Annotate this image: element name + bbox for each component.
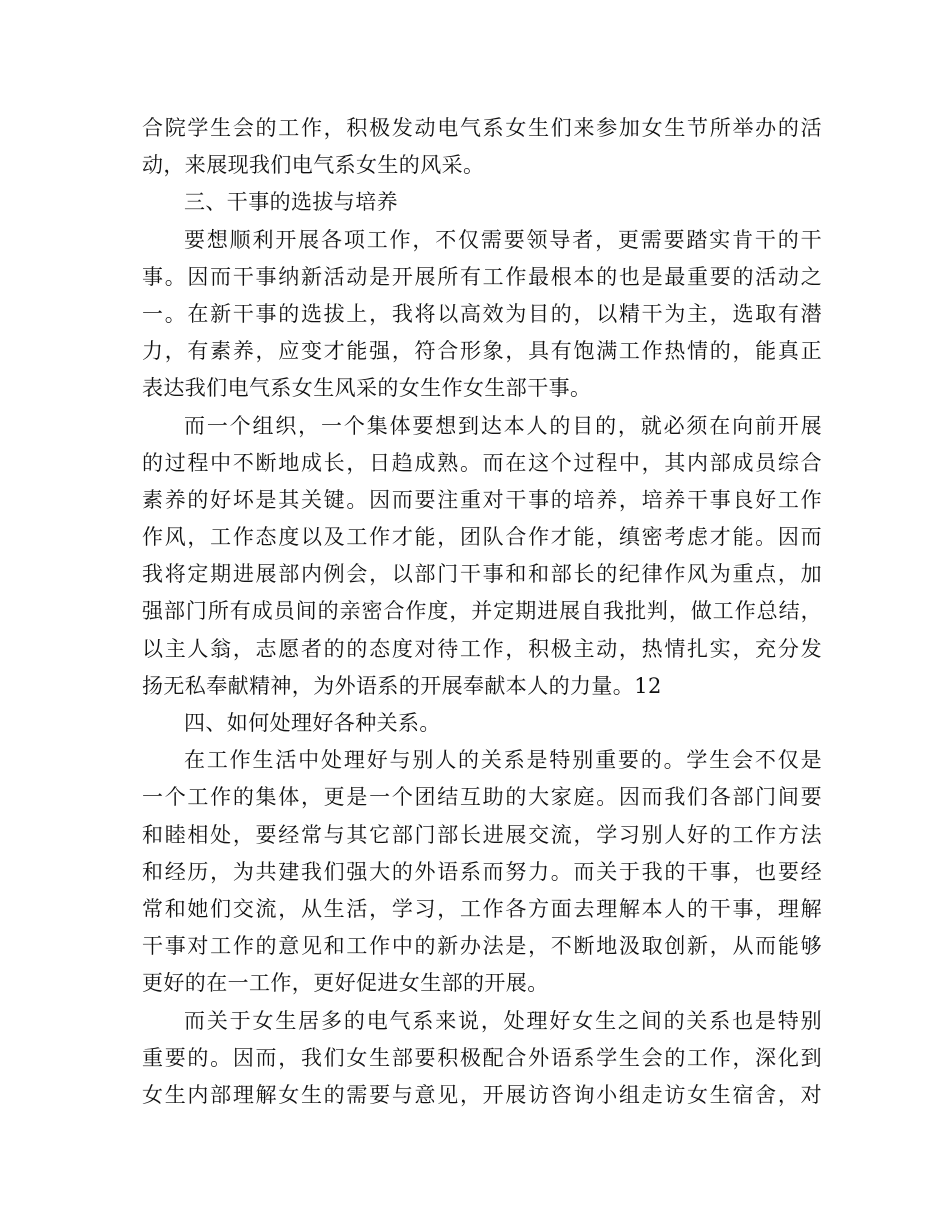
text-line: 作风，工作态度以及工作才能，团队合作才能，缜密考虑才能。因而: [142, 525, 822, 550]
text-line: 扬无私奉献精神，为外语系的开展奉献本人的力量。12: [142, 673, 662, 698]
text-line: 表达我们电气系女生风采的女生作女生部干事。: [142, 376, 592, 401]
text-line: 的过程中不断地成长，日趋成熟。而在这个过程中，其内部成员综合: [142, 450, 822, 475]
text-line: 事。因而干事纳新活动是开展所有工作最根本的也是最重要的活动之: [142, 264, 822, 289]
text-line: 重要的。因而，我们女生部要积极配合外语系学生会的工作，深化到: [142, 1045, 822, 1070]
text-line: 一。在新干事的选拔上，我将以高效为目的，以精干为主，选取有潜: [142, 301, 822, 326]
text-line: 干事对工作的意见和工作中的新办法是，不断地汲取创新，从而能够: [142, 934, 822, 959]
text-line: 要想顺利开展各项工作，不仅需要领导者，更需要踏实肯干的干: [184, 227, 822, 252]
text-line: 素养的好坏是其关键。因而要注重对干事的培养，培养干事良好工作: [142, 487, 822, 512]
text-line: 以主人翁，志愿者的的态度对待工作，积极主动，热情扎实，充分发: [142, 636, 822, 661]
text-line: 和经历，为共建我们强大的外语系而努力。而关于我的干事，也要经: [142, 859, 822, 884]
text-line: 合院学生会的工作，积极发动电气系女生们来参加女生节所举办的活: [142, 116, 822, 140]
section-heading: 四、如何处理好各种关系。: [184, 711, 441, 735]
text-line: 强部门所有成员间的亲密合作度，并定期进展自我批判，做工作总结，: [142, 599, 822, 624]
section-heading: 三、干事的选拔与培养: [184, 190, 398, 215]
text-line: 而关于女生居多的电气系来说，处理好女生之间的关系也是特别: [184, 1008, 822, 1033]
text-line: 我将定期进展部内例会，以部门干事和和部长的纪律作风为重点，加: [142, 562, 822, 587]
text-line: 女生内部理解女生的需要与意见，开展访咨询小组走访女生宿舍，对: [142, 1082, 822, 1107]
document-body: [142, 110, 822, 1114]
text-line: 动，来展现我们电气系女生的风采。: [142, 153, 485, 178]
text-line: 而一个组织，一个集体要想到达本人的目的，就必须在向前开展: [184, 413, 822, 438]
text-line: 更好的在一工作，更好促进女生部的开展。: [142, 971, 549, 996]
text-line: 力，有素养，应变才能强，符合形象，具有饱满工作热情的，能真正: [142, 339, 822, 364]
text-line: 常和她们交流，从生活，学习，工作各方面去理解本人的干事，理解: [142, 896, 822, 921]
text-line: 在工作生活中处理好与别人的关系是特别重要的。学生会不仅是: [184, 748, 822, 773]
text-line: 一个工作的集体，更是一个团结互助的大家庭。因而我们各部门间要: [142, 785, 822, 810]
text-line: 和睦相处，要经常与其它部门部长进展交流，学习别人好的工作方法: [142, 822, 822, 847]
